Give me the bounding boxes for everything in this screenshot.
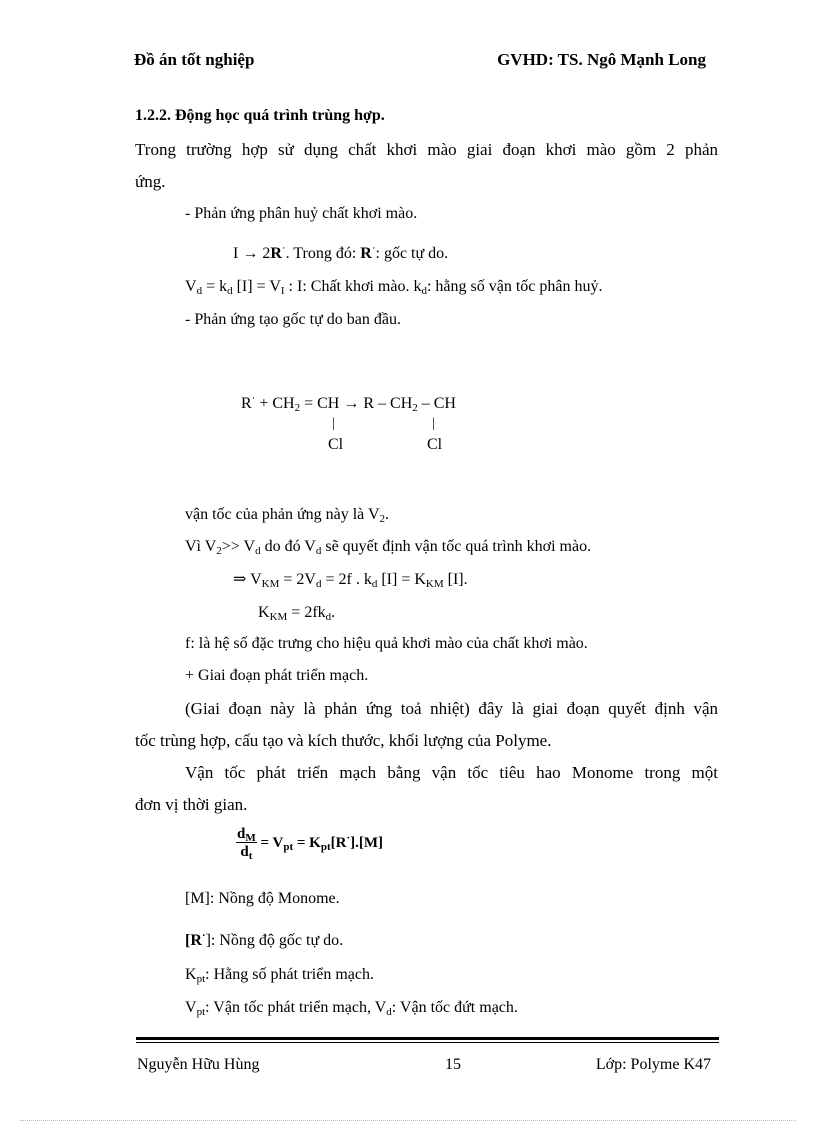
bond-right: |: [432, 416, 435, 431]
intro-line-1: Trong trường hợp sử dụng chất khơi mào giai đoạn khơi mào gồm 2 phản: [135, 140, 718, 159]
footer-rule-thick: [136, 1037, 719, 1040]
header-left: Đồ án tốt nghiệp: [134, 50, 255, 69]
rate-vkm: ⇒ $V_{KM} = 2V_d = 2f$ . $k_d$ $[I] = K_{KM}$ [I].: [233, 571, 468, 590]
page-edge: [20, 1120, 796, 1121]
footer-page-number: 15: [445, 1056, 461, 1073]
step1-equation: I → 2R·. Trong đó: R·: gốc tự do.: [233, 242, 449, 262]
reaction-equation: $R^\cdot + CH_2$ = CH → R – $CH_2$ – CH: [241, 392, 456, 414]
def-kpt: $K_{pt}$: Hằng số phát triển mạch.: [185, 966, 374, 985]
bond-left: |: [332, 416, 335, 431]
fraction: $\frac{d_M}{d_t}$: [237, 826, 256, 862]
step2-title: - Phản ứng tạo gốc tự do ban đầu.: [185, 311, 401, 328]
footer-author: Nguyễn Hữu Hùng: [137, 1056, 260, 1073]
growth-para1-line2: tốc trùng hợp, cấu tạo và kích thước, khối lượng của Polyme.: [135, 731, 552, 750]
intro-line-2: ứng.: [135, 172, 166, 191]
header-right: GVHD: TS. Ngô Mạnh Long: [497, 50, 706, 69]
growth-para1-line1: (Giai đoạn này là phản ứng toả nhiệt) đây là giai đoạn quyết định vận: [185, 699, 718, 718]
step1-title: - Phản ứng phân huỷ chất khơi mào.: [185, 205, 418, 222]
growth-rate-equation: $\frac{d_M}{d_t}$ = $V_{pt} = K_{pt}[R^\cdot].[M]$: [237, 826, 384, 862]
rate-kkm: $K_{KM} = 2fk_d$.: [258, 604, 336, 623]
growth-para2-line2: đơn vị thời gian.: [135, 795, 248, 814]
growth-title: + Giai đoạn phát triển mạch.: [185, 667, 369, 684]
footer-class: Lớp: Polyme K47: [595, 1056, 711, 1073]
def-monomer: [M]: Nồng độ Monome.: [185, 890, 340, 907]
footer-rule-thin: [136, 1042, 719, 1043]
rate-compare: Vì $V_2>> V_d$ do đó $V_d$ sẽ quyết định vận tốc quá trình khơi mào.: [185, 538, 592, 557]
rate-v2: vận tốc của phản ứng này là $V_2$.: [185, 506, 390, 525]
f-description: f: là hệ số đặc trưng cho hiệu quả khơi mào của chất khơi mào.: [185, 635, 588, 652]
cl-left: Cl: [328, 436, 344, 453]
cl-right: Cl: [427, 436, 443, 453]
growth-para2-line1: Vận tốc phát triển mạch bằng vận tốc tiêu hao Monome trong một: [185, 763, 718, 782]
def-vpt: $V_{pt}$: Vận tốc phát triển mạch, $V_d$: Vận tốc đứt mạch.: [185, 999, 518, 1018]
def-radical: [R·]: Nồng độ gốc tự do.: [185, 929, 344, 949]
section-title: 1.2.2. Động học quá trình trùng hợp.: [135, 107, 385, 124]
step1-rate-line: $V_d = k_d$ $[I] = V_I$ : I: Chất khơi mào. $k_d$: hằng số vận tốc phân huỷ.: [185, 278, 603, 297]
